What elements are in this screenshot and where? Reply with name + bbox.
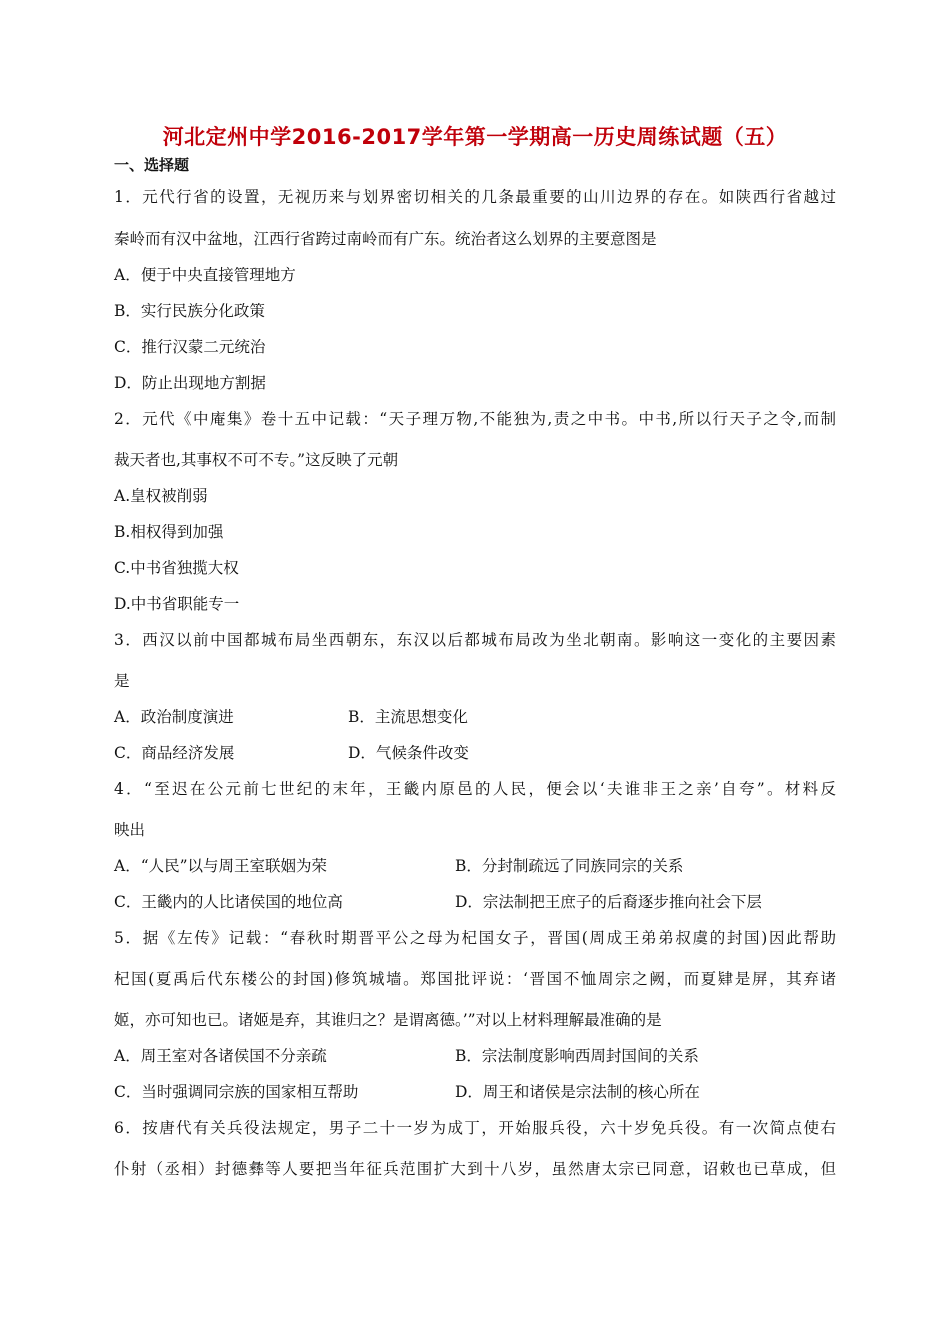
q1-stem-line-1: 1．元代行省的设置，无视历来与划界密切相关的几条最重要的山川边界的存在。如陕西行省越过 bbox=[114, 188, 836, 206]
q4-option-b: B．分封制疏远了同族同宗的关系 bbox=[455, 857, 684, 875]
q1-option-a: A．便于中央直接管理地方 bbox=[114, 266, 296, 284]
q1-option-b: B．实行民族分化政策 bbox=[114, 302, 265, 320]
q5-option-b: B．宗法制度影响西周封国间的关系 bbox=[455, 1047, 699, 1065]
q2-option-d: D.中书省职能专一 bbox=[114, 595, 240, 613]
q3-option-b: B．主流思想变化 bbox=[348, 708, 468, 726]
q4-stem-line-2: 映出 bbox=[114, 821, 146, 839]
q1-option-d: D．防止出现地方割据 bbox=[114, 374, 266, 392]
q5-stem-line-2: 杞国(夏禹后代东楼公的封国)修筑城墙。郑国批评说：‘晋国不恤周宗之阙，而夏肄是屏，其弃诸 bbox=[114, 970, 836, 988]
q4-option-c: C．王畿内的人比诸侯国的地位高 bbox=[114, 893, 343, 911]
q1-stem-line-2: 秦岭而有汉中盆地，江西行省跨过南岭而有广东。统治者这么划界的主要意图是 bbox=[114, 230, 657, 248]
q5-stem-line-1: 5．据《左传》记载：“春秋时期晋平公之母为杞国女子，晋国(周成王弟弟叔虞的封国)因此帮助 bbox=[114, 929, 836, 947]
q2-option-a: A.皇权被削弱 bbox=[114, 487, 208, 505]
q3-option-c: C．商品经济发展 bbox=[114, 744, 235, 762]
q5-option-a: A．周王室对各诸侯国不分亲疏 bbox=[114, 1047, 327, 1065]
q2-option-c: C.中书省独揽大权 bbox=[114, 559, 239, 577]
q2-stem-line-1: 2．元代《中庵集》卷十五中记载：“天子理万物,不能独为,责之中书。中书,所以行天子之令,而制 bbox=[114, 410, 836, 428]
q6-stem-line-2: 仆射（丞相）封德彝等人要把当年征兵范围扩大到十八岁，虽然唐太宗已同意，诏敕也已草成，但 bbox=[114, 1160, 836, 1178]
q3-option-a: A．政治制度演进 bbox=[114, 708, 234, 726]
q4-stem-line-1: 4．“至迟在公元前七世纪的末年，王畿内原邑的人民，便会以‘夫谁非王之亲’自夸”。材料反 bbox=[114, 780, 836, 798]
q4-option-a: A．“人民”以与周王室联姻为荣 bbox=[114, 857, 328, 875]
q2-option-b: B.相权得到加强 bbox=[114, 523, 224, 541]
q5-stem-line-3: 姬，亦可知也已。诸姬是弃，其谁归之？是谓离德。’”对以上材料理解最准确的是 bbox=[114, 1011, 662, 1029]
q3-option-d: D．气候条件改变 bbox=[348, 744, 469, 762]
q3-stem-line-1: 3．西汉以前中国都城布局坐西朝东，东汉以后都城布局改为坐北朝南。影响这一变化的主要因素 bbox=[114, 631, 836, 649]
q1-option-c: C．推行汉蒙二元统治 bbox=[114, 338, 266, 356]
q4-option-d: D．宗法制把王庶子的后裔逐步推向社会下层 bbox=[455, 893, 762, 911]
section-heading: 一、选择题 bbox=[114, 156, 190, 174]
q5-option-c: C．当时强调同宗族的国家相互帮助 bbox=[114, 1083, 359, 1101]
q6-stem-line-1: 6．按唐代有关兵役法规定，男子二十一岁为成丁，开始服兵役，六十岁免兵役。有一次简点使右 bbox=[114, 1119, 836, 1137]
q2-stem-line-2: 裁天者也,其事权不可不专。”这反映了元朝 bbox=[114, 451, 399, 469]
page-title: 河北定州中学2016-2017学年第一学期高一历史周练试题（五） bbox=[162, 125, 788, 149]
q3-stem-line-2: 是 bbox=[114, 672, 130, 690]
q5-option-d: D．周王和诸侯是宗法制的核心所在 bbox=[455, 1083, 700, 1101]
